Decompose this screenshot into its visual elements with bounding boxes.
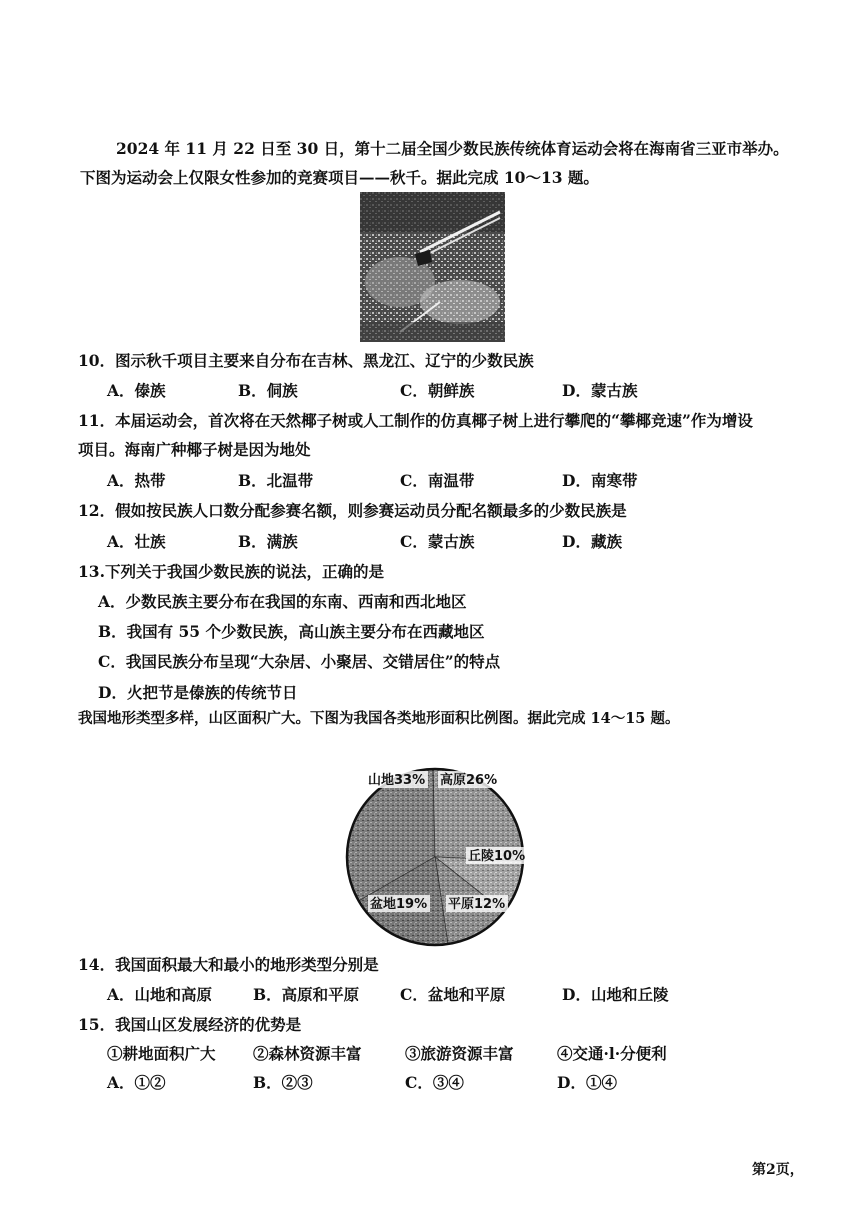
pie-label-平原: 平原12%	[448, 897, 506, 912]
question-13-option-b: B．我国有 55 个少数民族，高山族主要分布在西藏地区	[98, 622, 485, 641]
question-13-option-c: C．我国民族分布呈现“大杂居、小聚居、交错居住”的特点	[98, 652, 501, 671]
question-13-option-d: D．火把节是傣族的传统节日	[98, 683, 298, 702]
pie-label-山地: 山地33%	[368, 773, 426, 788]
intro-2: 我国地形类型多样，山区面积广大。下图为我国各类地形面积比例图。据此完成 14～15 题。	[78, 710, 680, 727]
intro-line-2: 下图为运动会上仅限女性参加的竞赛项目——秋千。据此完成 10～13 题。	[80, 168, 599, 187]
question-12-option-c: C．蒙古族	[400, 532, 475, 551]
page-number: 第2页，	[752, 1162, 804, 1178]
question-12-stem: 12．假如按民族人口数分配参赛名额，则参赛运动员分配名额最多的少数民族是	[78, 501, 627, 520]
question-11-stem-2: 项目。海南广种椰子树是因为地处	[78, 440, 311, 459]
question-11-stem-1: 11．本届运动会，首次将在天然椰子树或人工制作的仿真椰子树上进行攀爬的“攀椰竞速”作为增设	[78, 411, 753, 430]
question-11-option-b: B．北温带	[238, 471, 314, 490]
question-10-option-d: D．蒙古族	[562, 381, 638, 400]
question-15-option-a: A．①②	[107, 1073, 166, 1092]
question-13-option-a: A．少数民族主要分布在我国的东南、西南和西北地区	[98, 592, 467, 611]
question-11-option-d: D．南寒带	[562, 471, 638, 490]
pie-label-盆地: 盆地19%	[370, 897, 428, 912]
question-12-option-d: D．藏族	[562, 532, 622, 551]
question-15-item-3: ③旅游资源丰富	[405, 1044, 514, 1063]
question-14-stem: 14．我国面积最大和最小的地形类型分别是	[78, 955, 379, 974]
question-12-option-b: B．满族	[238, 532, 298, 551]
question-10-option-c: C．朝鲜族	[400, 381, 475, 400]
swing-photo	[360, 192, 505, 342]
question-14-option-d: D．山地和丘陵	[562, 985, 669, 1004]
intro-line-1: 2024 年 11 月 22 日至 30 日，第十二届全国少数民族传统体育运动会将在海南省三亚市举办。	[116, 139, 789, 158]
question-11-option-a: A．热带	[107, 471, 166, 490]
question-10-option-b: B．侗族	[238, 381, 298, 400]
question-15-option-c: C．③④	[405, 1073, 464, 1092]
pie-label-高原: 高原26%	[440, 773, 498, 788]
question-14-option-a: A．山地和高原	[107, 985, 213, 1004]
pie-label-丘陵: 丘陵10%	[468, 849, 526, 864]
terrain-pie-chart	[340, 762, 530, 952]
question-11-option-c: C．南温带	[400, 471, 475, 490]
question-15-item-2: ②森林资源丰富	[253, 1044, 362, 1063]
question-12-option-a: A．壮族	[107, 532, 166, 551]
question-14-option-c: C．盆地和平原	[400, 985, 506, 1004]
question-14-option-b: B．高原和平原	[253, 985, 360, 1004]
question-15-item-1: ①耕地面积广大	[107, 1044, 216, 1063]
question-15-option-b: B．②③	[253, 1073, 313, 1092]
question-15-item-4: ④交通·l·分便利	[557, 1044, 667, 1063]
question-13-stem: 13.下列关于我国少数民族的说法，正确的是	[78, 562, 384, 581]
question-15-option-d: D．①④	[557, 1073, 617, 1092]
question-10-stem: 10．图示秋千项目主要来自分布在吉林、黑龙江、辽宁的少数民族	[78, 351, 534, 370]
question-10-option-a: A．傣族	[107, 381, 166, 400]
question-15-stem: 15．我国山区发展经济的优势是	[78, 1015, 302, 1034]
